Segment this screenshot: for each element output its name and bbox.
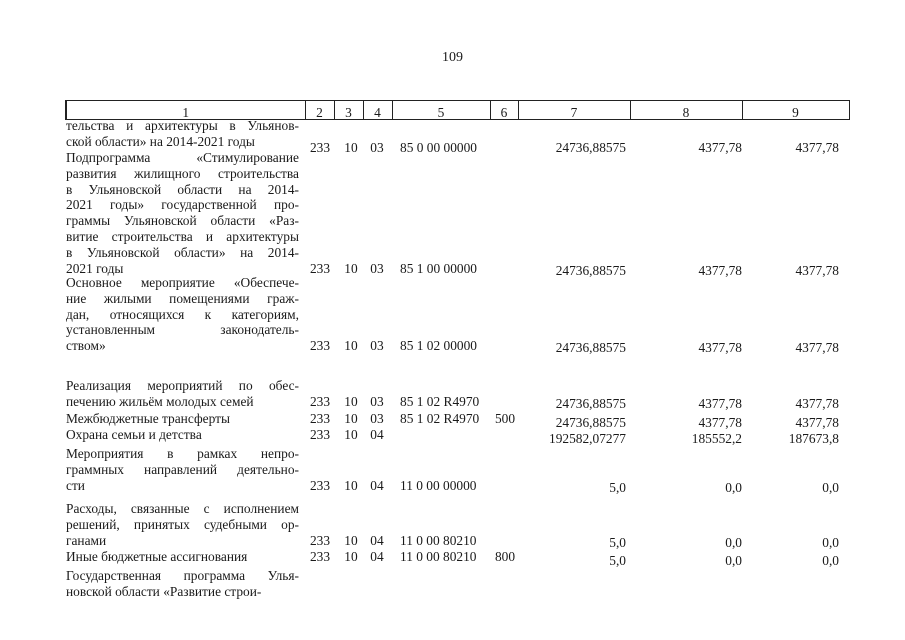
row-description bbox=[66, 118, 299, 150]
ministry-code: 233 bbox=[309, 338, 331, 354]
description-line: решений, принятых судебными ор- bbox=[66, 516, 299, 532]
subsection-code: 03 bbox=[370, 260, 384, 276]
amount-col-8: 0,0 bbox=[725, 553, 742, 568]
description-line: развития жилищного строительства bbox=[66, 165, 299, 181]
target-article-code: 85 0 00 00000 bbox=[400, 140, 477, 155]
row-description bbox=[66, 378, 299, 410]
amount-col-7: 5,0 bbox=[609, 534, 626, 550]
description-line: тельства и архитектуры в Ульянов- bbox=[66, 118, 299, 133]
row-description bbox=[66, 275, 299, 354]
ministry-code: 233 bbox=[309, 393, 331, 409]
amount-col-9: 0,0 bbox=[822, 479, 839, 495]
amount-col-9: 187673,8 bbox=[788, 431, 839, 446]
section-code: 10 bbox=[344, 338, 358, 354]
section-code: 10 bbox=[344, 140, 358, 155]
amount-col-8: 4377,78 bbox=[698, 262, 742, 278]
column-number-header bbox=[65, 100, 850, 120]
target-article-code: 85 1 00 00000 bbox=[400, 260, 477, 276]
description-line: установленным законодатель- bbox=[66, 322, 299, 338]
header-col-2: 2 bbox=[305, 101, 334, 120]
description-line: печению жильём молодых семей bbox=[66, 393, 254, 409]
description-line: витие строительства и архитектуры bbox=[66, 228, 299, 244]
ministry-code: 233 bbox=[309, 140, 331, 155]
description-line: сти bbox=[66, 477, 85, 493]
description-line: новской области «Развитие строи- bbox=[66, 583, 262, 599]
description-line: Охрана семьи и детства bbox=[66, 427, 202, 442]
section-code: 10 bbox=[344, 549, 358, 564]
page-number: 109 bbox=[442, 50, 463, 65]
header-col-8: 8 bbox=[630, 101, 742, 120]
header-col-3: 3 bbox=[334, 101, 363, 120]
row-description bbox=[66, 549, 299, 565]
target-article-code: 85 1 02 R4970 bbox=[400, 411, 480, 426]
ministry-code: 233 bbox=[309, 477, 331, 493]
row-description bbox=[66, 427, 299, 443]
amount-col-9: 4377,78 bbox=[795, 415, 839, 430]
description-line: 2021 годы bbox=[66, 260, 124, 276]
description-line: граммы Ульяновской области «Раз- bbox=[66, 213, 299, 229]
subsection-code: 03 bbox=[370, 411, 384, 426]
row-description bbox=[66, 568, 299, 600]
row-description bbox=[66, 501, 299, 548]
header-col-5: 5 bbox=[392, 101, 490, 120]
ministry-code: 233 bbox=[309, 427, 331, 442]
header-col-6: 6 bbox=[490, 101, 518, 120]
ministry-code: 233 bbox=[309, 549, 331, 564]
row-description bbox=[66, 150, 299, 276]
description-line: Основное мероприятие «Обеспече- bbox=[66, 275, 299, 290]
header-col-7: 7 bbox=[518, 101, 630, 120]
amount-col-8: 4377,78 bbox=[698, 415, 742, 430]
amount-col-7: 24736,88575 bbox=[555, 340, 626, 356]
subsection-code: 04 bbox=[370, 427, 384, 442]
description-line: Реализация мероприятий по обес- bbox=[66, 378, 299, 393]
ministry-code: 233 bbox=[309, 411, 331, 426]
amount-col-9: 0,0 bbox=[822, 534, 839, 550]
amount-col-8: 4377,78 bbox=[698, 140, 742, 155]
amount-col-9: 4377,78 bbox=[795, 395, 839, 411]
subsection-code: 04 bbox=[370, 532, 384, 548]
amount-col-9: 4377,78 bbox=[795, 140, 839, 155]
subsection-code: 03 bbox=[370, 393, 384, 409]
amount-col-8: 0,0 bbox=[725, 479, 742, 495]
description-line: в Ульяновской области» на 2014- bbox=[66, 244, 299, 260]
description-line: в Ульяновской области на 2014- bbox=[66, 181, 299, 197]
description-line: ством» bbox=[66, 338, 106, 354]
amount-col-8: 4377,78 bbox=[698, 340, 742, 356]
ministry-code: 233 bbox=[309, 260, 331, 276]
description-line: Подпрограмма «Стимулирование bbox=[66, 150, 299, 165]
section-code: 10 bbox=[344, 393, 358, 409]
header-col-9: 9 bbox=[742, 101, 849, 120]
section-code: 10 bbox=[344, 260, 358, 276]
description-line: Расходы, связанные с исполнением bbox=[66, 501, 299, 516]
amount-col-7: 24736,88575 bbox=[555, 140, 626, 155]
description-line: Мероприятия в рамках непро- bbox=[66, 446, 299, 461]
header-col-4: 4 bbox=[363, 101, 392, 120]
description-line: 2021 годы» государственной про- bbox=[66, 197, 299, 213]
subsection-code: 04 bbox=[370, 477, 384, 493]
ministry-code: 233 bbox=[309, 532, 331, 548]
description-line: дан, относящихся к категориям, bbox=[66, 306, 299, 322]
description-line: Государственная программа Улья- bbox=[66, 568, 299, 583]
description-line: ской области» на 2014-2021 годы bbox=[66, 133, 255, 149]
amount-col-9: 0,0 bbox=[822, 553, 839, 568]
amount-col-8: 185552,2 bbox=[691, 431, 742, 446]
amount-col-8: 4377,78 bbox=[698, 395, 742, 411]
description-line: Иные бюджетные ассигнования bbox=[66, 549, 248, 564]
amount-col-8: 0,0 bbox=[725, 534, 742, 550]
target-article-code: 11 0 00 00000 bbox=[400, 477, 477, 493]
target-article-code: 11 0 00 80210 bbox=[400, 549, 477, 564]
subsection-code: 03 bbox=[370, 338, 384, 354]
row-description bbox=[66, 446, 299, 493]
amount-col-7: 5,0 bbox=[609, 479, 626, 495]
header-col-1: 1 bbox=[66, 101, 305, 120]
description-line: Межбюджетные трансферты bbox=[66, 411, 230, 426]
amount-col-9: 4377,78 bbox=[795, 340, 839, 356]
section-code: 10 bbox=[344, 411, 358, 426]
description-line: граммных направлений деятельно- bbox=[66, 461, 299, 477]
target-article-code: 85 1 02 00000 bbox=[400, 338, 477, 354]
target-article-code: 85 1 02 R4970 bbox=[400, 393, 480, 409]
subsection-code: 04 bbox=[370, 549, 384, 564]
amount-col-7: 24736,88575 bbox=[555, 415, 626, 430]
description-line: ганами bbox=[66, 532, 107, 548]
amount-col-7: 192582,07277 bbox=[549, 431, 626, 446]
amount-col-7: 24736,88575 bbox=[555, 395, 626, 411]
amount-col-7: 5,0 bbox=[609, 553, 626, 568]
section-code: 10 bbox=[344, 427, 358, 442]
row-description bbox=[66, 411, 299, 427]
section-code: 10 bbox=[344, 532, 358, 548]
expense-type-code: 500 bbox=[494, 411, 516, 426]
subsection-code: 03 bbox=[370, 140, 384, 155]
target-article-code: 11 0 00 80210 bbox=[400, 532, 477, 548]
section-code: 10 bbox=[344, 477, 358, 493]
description-line: ние жилыми помещениями граж- bbox=[66, 290, 299, 306]
expense-type-code: 800 bbox=[494, 549, 516, 564]
amount-col-7: 24736,88575 bbox=[555, 262, 626, 278]
amount-col-9: 4377,78 bbox=[795, 262, 839, 278]
